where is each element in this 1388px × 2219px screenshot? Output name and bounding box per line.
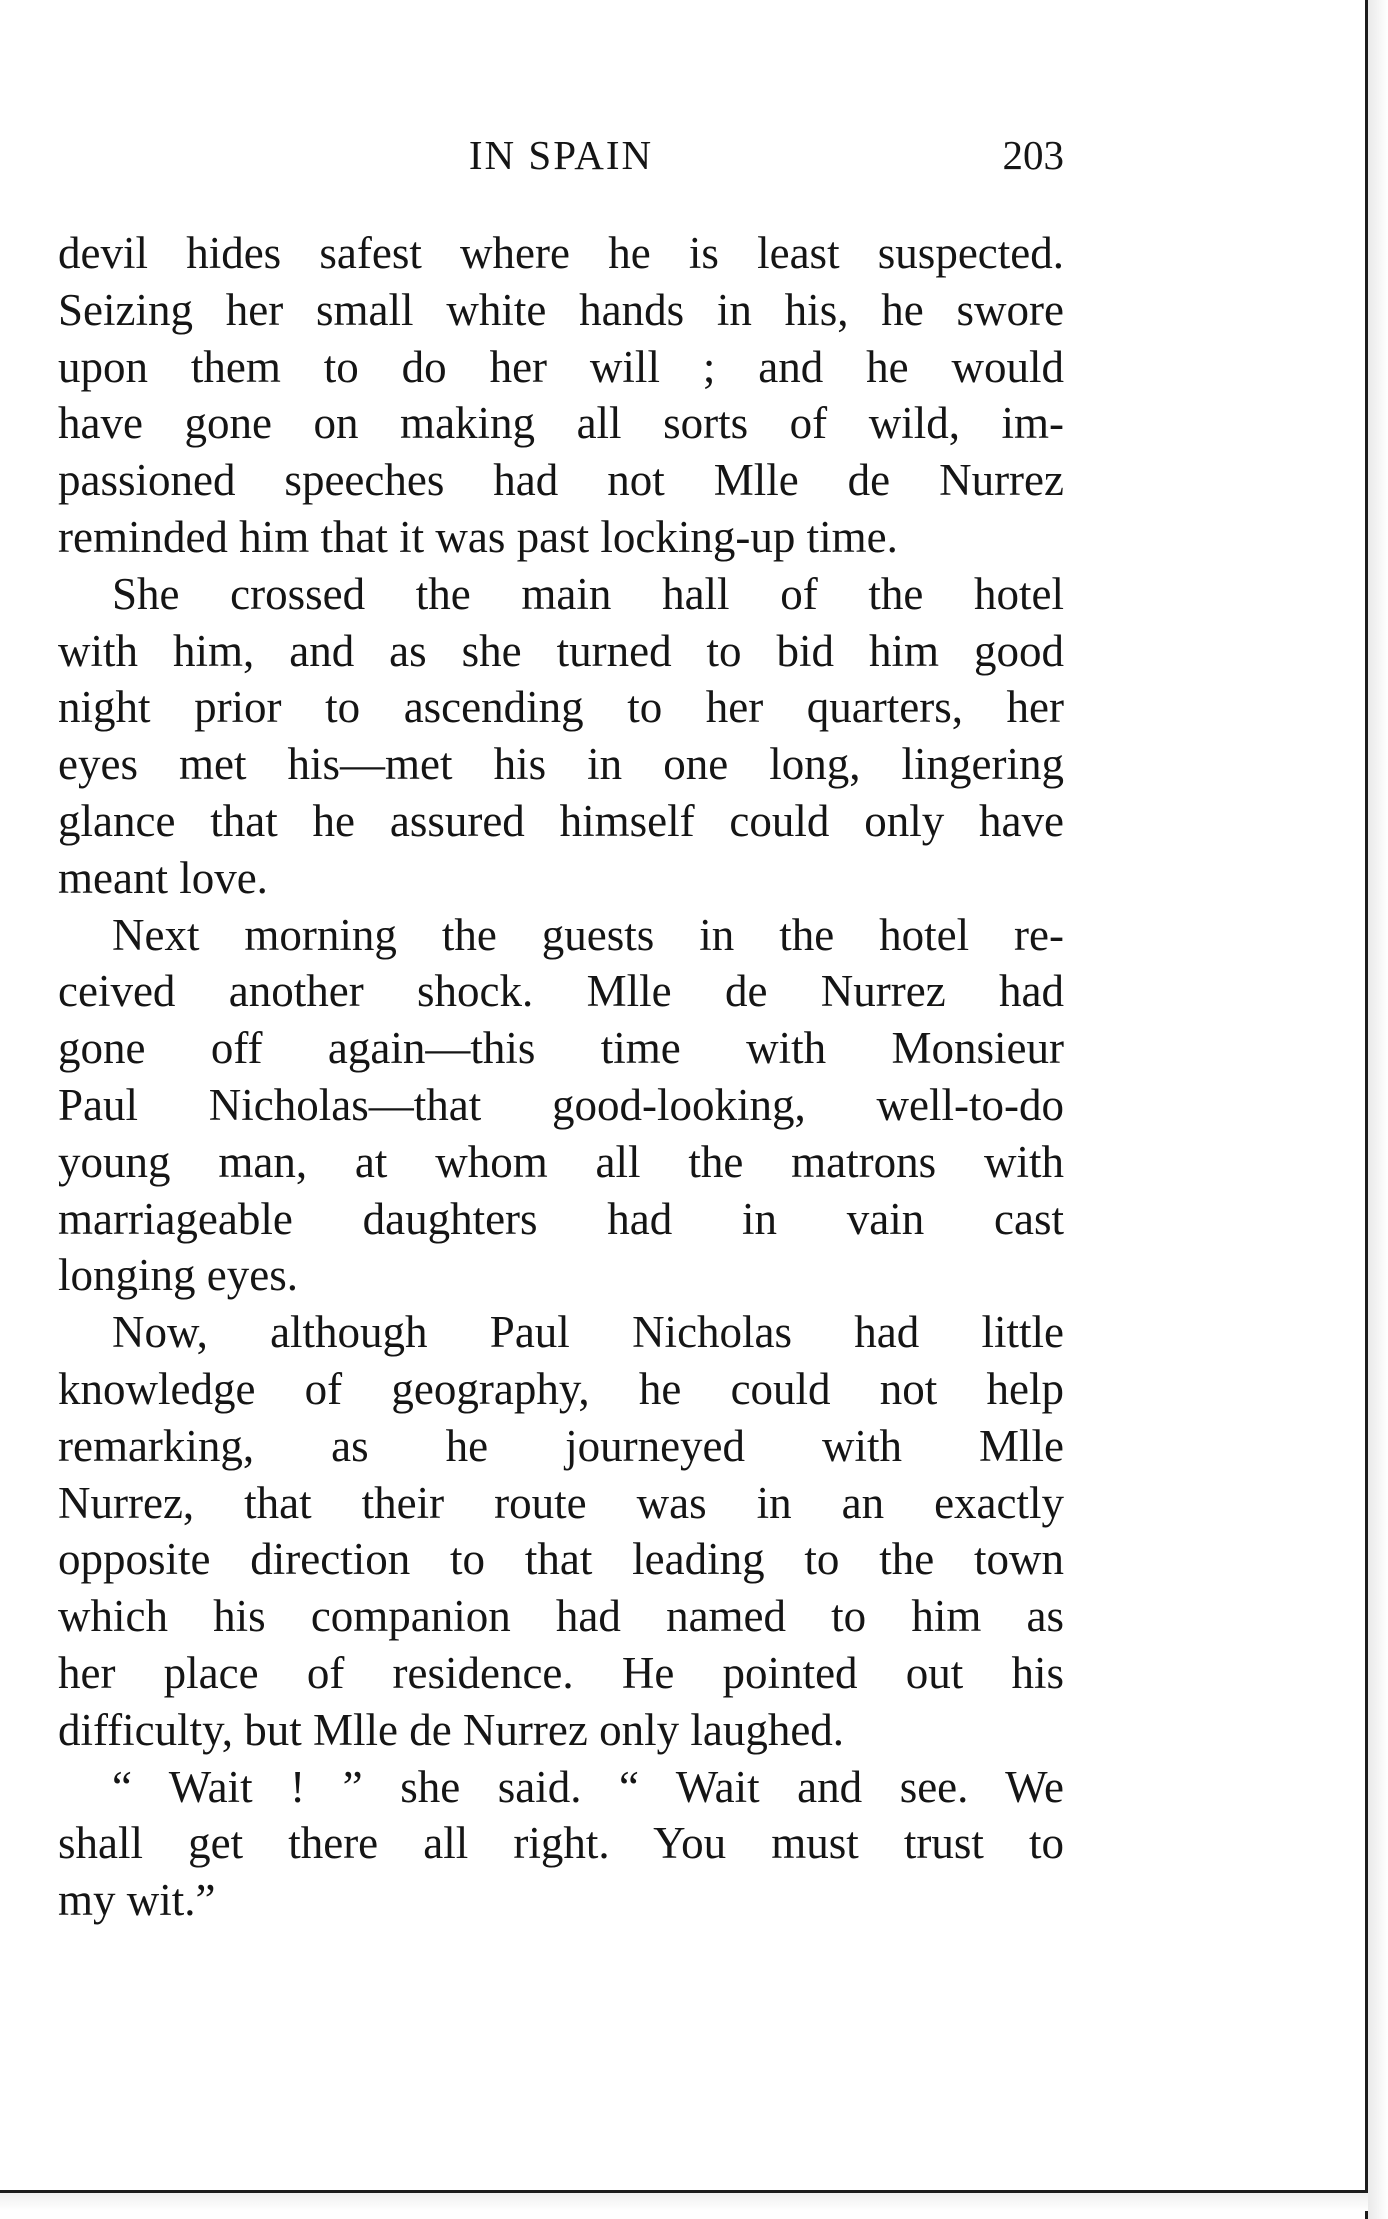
text-line: glance that he assured himself could only have <box>58 795 1064 846</box>
text-line: meant love. <box>58 852 268 903</box>
paragraph-5 <box>58 1759 1064 1929</box>
paragraph-1 <box>58 225 1064 566</box>
text-line: which his companion had named to him as <box>58 1591 1064 1642</box>
text-line: longing eyes. <box>58 1250 298 1301</box>
text-line: Now, although Paul Nicholas had little <box>112 1307 1064 1358</box>
text-line: opposite direction to that leading to the town <box>58 1534 1064 1585</box>
text-line: She crossed the main hall of the hotel <box>112 568 1064 619</box>
text-line: my wit.” <box>58 1875 216 1926</box>
paragraph-2 <box>58 566 1064 907</box>
text-line: night prior to ascending to her quarters, her <box>58 682 1064 733</box>
text-line: remarking, as he journeyed with Mlle <box>58 1420 1064 1471</box>
body-text <box>58 225 1064 1929</box>
text-line: with him, and as she turned to bid him good <box>58 625 1064 676</box>
page-number: 203 <box>1002 132 1064 178</box>
text-line: reminded him that it was past locking-up time. <box>58 511 898 562</box>
text-line: gone off again—this time with Monsieur <box>58 1023 1064 1074</box>
page-edge-right <box>1365 0 1388 2219</box>
paragraph-4 <box>58 1304 1064 1758</box>
page-edge-bottom <box>0 2190 1368 2211</box>
text-line: difficulty, but Mlle de Nurrez only laughed. <box>58 1704 845 1755</box>
text-line: her place of residence. He pointed out his <box>58 1647 1064 1698</box>
running-title: IN SPAIN <box>468 132 654 178</box>
text-line: Nurrez, that their route was in an exactly <box>58 1477 1064 1528</box>
text-line: Seizing her small white hands in his, he swore <box>58 284 1064 335</box>
text-line: eyes met his—met his in one long, lingering <box>58 739 1064 790</box>
text-line: have gone on making all sorts of wild, im- <box>58 398 1064 449</box>
paragraph-3 <box>58 907 1064 1305</box>
text-line: marriageable daughters had in vain cast <box>58 1193 1064 1244</box>
text-line: passioned speeches had not Mlle de Nurrez <box>58 455 1064 506</box>
text-line: shall get there all right. You must trust to <box>58 1818 1064 1869</box>
text-line: ceived another shock. Mlle de Nurrez had <box>58 966 1064 1017</box>
text-line: “ Wait ! ” she said. “ Wait and see. We <box>112 1761 1064 1812</box>
text-line: knowledge of geography, he could not help <box>58 1363 1064 1414</box>
text-line: devil hides safest where he is least suspected. <box>58 228 1064 278</box>
text-line: Paul Nicholas—that good-looking, well-to-do <box>58 1079 1064 1130</box>
text-line: Next morning the guests in the hotel re- <box>112 909 1064 960</box>
text-line: young man, at whom all the matrons with <box>58 1136 1064 1187</box>
running-head <box>58 130 1064 180</box>
text-line: upon them to do her will ; and he would <box>58 341 1064 392</box>
